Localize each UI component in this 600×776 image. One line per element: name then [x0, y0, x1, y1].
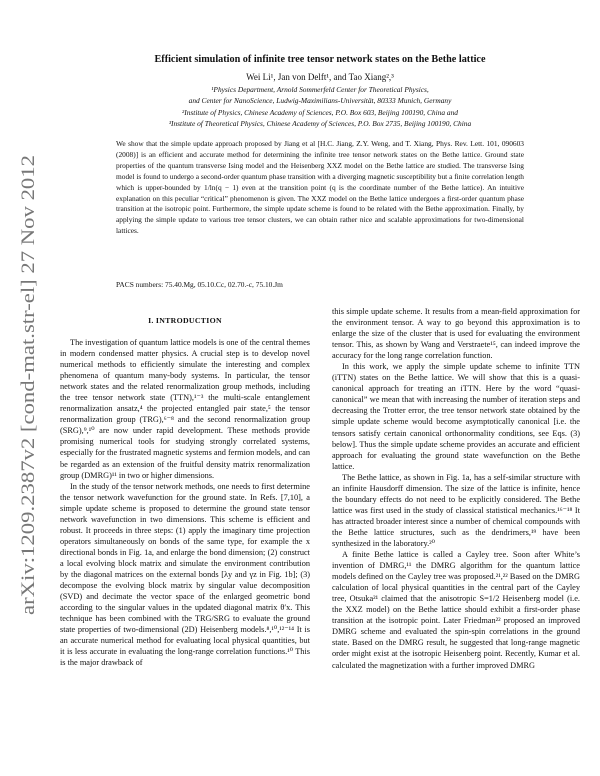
affiliation-line: ¹Physics Department, Arnold Sommerfeld Center for Theoretical Physics, [211, 85, 429, 94]
paragraph: In this work, we apply the simple update scheme to infinite TTN (iTTN) states on the Bethe lattice. We will show that this is a quasi-canonical approach for treating an iTTN. Here by the word “quasi-canonical” we mean that with increasing the number of iteration steps and decreasing the Trotter error, the tree tensor network state obtained by the simple update scheme would become asymptotically canonical [i.e. the tensors satisfy certain canonical orthonormality conditions, see Eqs. (3) below]. Thus the simple update scheme provides an accurate and efficient approach for evaluating the ground state wavefunction on the Bethe lattice. [332, 362, 580, 471]
paper-title: Efficient simulation of infinite tree tensor network states on the Bethe lattice [154, 54, 486, 65]
paragraph: this simple update scheme. It results from a mean-field approximation for the environment tensor. A way to go beyond this approximation is to enlarge the size of the cluster that is used for evaluating the environment tensor. This, as shown by Wang and Verstraete¹⁵, can indeed improve the accuracy for the long range correlation function. [332, 307, 580, 361]
right-column [332, 306, 580, 671]
paragraph: The Bethe lattice, as shown in Fig. 1a, has a self-similar structure with an infinite Hausdorff dimension. The size of the lattice is infinite, hence the boundary effects do not need to be explicitly considered. The Bethe lattice was first used in the study of classical statistical mechanics.¹⁶⁻¹⁸ It has attracted broader interest since a number of chemical compounds with the Bethe lattice structures, such as the dendrimers,¹⁹ have been synthesized in the laboratory.²⁰ [332, 472, 580, 548]
affiliation-line: and Center for NanoScience, Ludwig-Maximilians-Universität, 80333 Munich, Germany [188, 96, 452, 106]
affiliation-line: ²Institute of Physics, Chinese Academy of Sciences, P.O. Box 603, Beijing 100190, China and [182, 107, 458, 117]
affiliation-line: ³Institute of Theoretical Physics, Chinese Academy of Sciences, P.O. Box 2735, Beijing 100190, China [168, 119, 472, 129]
affiliations [60, 84, 580, 130]
paper-authors: Wei Li¹, Jan von Delft¹, and Tao Xiang²,³ [246, 72, 394, 82]
paragraph: A finite Bethe lattice is called a Cayley tree. Soon after White’s invention of DMRG,¹¹ the DMRG algorithm for the quantum lattice models defined on the Cayley tree was proposed.²¹,²² Based on the DMRG calculation of local physical quantities in the central part of the Cayley tree, Otsuka²¹ claimed that the anisotropic S=1/2 Heisenberg model (i.e. the XXZ model) on the Bethe lattice should exhibit a first-order phase transition at the isotropic point. Later Friedman²² proposed an improved DMRG scheme and evaluated the spin-spin correlations in the ground state. Based on the DMRG result, he suggested that long-range magnetic order might exist at the isotropic Heisenberg point. Recently, Kumar et al. calculated the magnetization with a further improved DMRG [332, 550, 580, 670]
left-column [60, 337, 310, 668]
abstract: We show that the simple update approach proposed by Jiang et al [H.C. Jiang, Z.Y. Weng, and T. Xiang, Phys. Rev. Lett. 101, 090603 (2008)] is an efficient and accurate method for determining the infinite tree tensor network states on the Bethe lattice. Ground state properties of the quantum transverse Ising model and the Heisenberg XXZ model on the Bethe lattice are studied. The transverse Ising model is found to undergo a second-order quantum phase transition with a diverging magnetic susceptibility but a finite correlation length which is upper-bounded by 1/ln(q − 1) even at the transition point (q is the coordinate number of the Bethe lattice). An intuitive explanation on this peculiar “critical” phenomenon is given. The XXZ model on the Bethe lattice undergoes a first-order quantum phase transition at the isotropic point. Furthermore, the simple update scheme is found to be related with the Bethe approximation. Finally, by applying the simple update to various tree tensor clusters, we can obtain rather nice and scalable approximations for two-dimensional lattices. [116, 139, 524, 236]
paragraph: The investigation of quantum lattice models is one of the central themes in modern condensed matter physics. A crucial step is to develop novel numerical methods to efficiently simulate the interesting and complex phenomena of quantum many-body systems. In particular, the tensor network states and the related renormalization group methods, including the tree tensor network state (TTN),¹⁻³ the multi-scale entanglement renormalization ansatz,⁴ the projected entangled pair state,⁵ the tensor renormalization group (TRG),⁶⁻⁸ and the second renormalization group (SRG),⁹,¹⁰ are now under rapid development. These methods provide promising numerical tools for studying strongly correlated systems, especially for the frustrated magnetic systems and fermion models, and can be regarded as an extension of the fruitful density matrix renormalization group (DMRG)¹¹ in two or higher dimensions. [60, 338, 310, 480]
pacs-numbers: PACS numbers: 75.40.Mg, 05.10.Cc, 02.70.-c, 75.10.Jm [116, 280, 283, 289]
arxiv-identifier-stamp [6, 150, 46, 620]
arxiv-identifier-text: arXiv:1209.2387v2 [cond-mat.str-el] 27 Nov 2012 [19, 240, 39, 615]
paragraph: In the study of the tensor network methods, one needs to first determine the tensor network wavefunction for the ground state. In Refs. [7,10], a simple update scheme is proposed to determine the ground state tensor network wavefunction in two dimensions. This scheme is efficient and robust. It proceeds in three steps: (1) apply the imaginary time projection operators simultaneously on bonds of the same type, for example the x directional bonds in Fig. 1a, and enlarge the bond dimension; (2) construct a local evolving block matrix and simulate the environment contribution by the diagonal matrices on the external bonds [λy and γz in Fig. 1b]; (3) decompose the evolving block matrix by singular value decomposition (SVD) and decimate the vector space of the enlarged geometric bond according to the singular values in the updated diagonal matrix θ′x. This technique has been combined with the TRG/SRG to evaluate the ground state properties of two-dimensional (2D) Heisenberg models.⁸,¹⁰,¹²⁻¹⁴ It is an accurate numerical method for evaluating local physical quantities, but it is less accurate in evaluating the long-range correlation functions.¹⁰ This is the major drawback of [60, 481, 310, 668]
section-heading: I. INTRODUCTION [148, 316, 222, 325]
